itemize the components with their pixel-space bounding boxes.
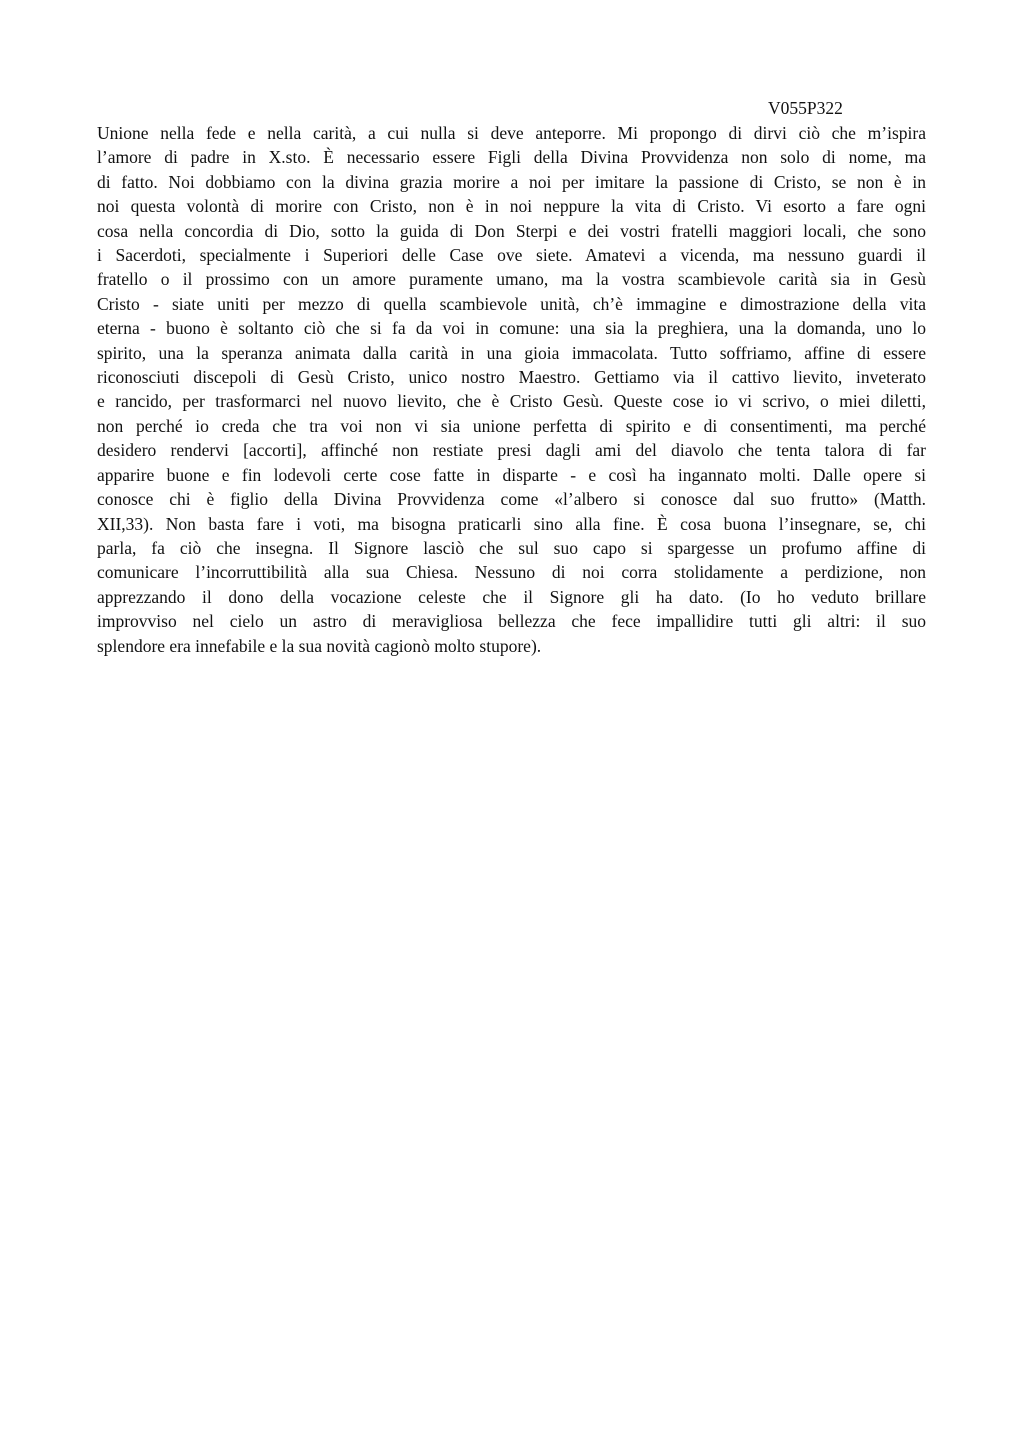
text-line: improvviso nel cielo un astro di meravigliosa bellezza che fece impallidire tutti gli altri: il suo (97, 611, 926, 632)
text-line: Cristo - siate uniti per mezzo di quella scambievole unità, ch’è immagine e dimostrazione della vita (97, 293, 926, 314)
text-line: eterna - buono è soltanto ciò che si fa da voi in comune: una sia la preghiera, una la domanda, uno lo (97, 318, 926, 339)
text-line: riconosciuti discepoli di Gesù Cristo, unico nostro Maestro. Gettiamo via il cattivo lievito, inveterato (97, 367, 926, 388)
text-line: di fatto. Noi dobbiamo con la divina grazia morire a noi per imitare la passione di Cristo, se non è in (97, 171, 926, 192)
text-line: non perché io creda che tra voi non vi sia unione perfetta di spirito e di consentimenti, ma perché (97, 415, 926, 436)
text-line: fratello o il prossimo con un amore puramente umano, ma la vostra scambievole carità sia in Gesù (97, 269, 926, 290)
text-line: l’amore di padre in X.sto. È necessario essere Figli della Divina Provvidenza non solo di nome, ma (97, 147, 926, 168)
text-line: conosce chi è figlio della Divina Provvidenza come «l’albero si conosce dal suo frutto» (Matth. (97, 489, 926, 510)
text-line: Unione nella fede e nella carità, a cui nulla si deve anteporre. Mi propongo di dirvi ciò che m’ispira (97, 123, 926, 143)
text-line: comunicare l’incorruttibilità alla sua Chiesa. Nessuno di noi corra stolidamente a perdizione, non (97, 562, 926, 583)
text-line: desidero rendervi [accorti], affinché non restiate presi dagli ami del diavolo che tenta talora di far (97, 440, 926, 461)
text-line: noi questa volontà di morire con Cristo, non è in noi neppure la vita di Cristo. Vi esorto a fare ogni (97, 196, 926, 217)
text-line: e rancido, per trasformarci nel nuovo lievito, che è Cristo Gesù. Queste cose io vi scrivo, o miei diletti, (97, 391, 926, 412)
text-line: apprezzando il dono della vocazione celeste che il Signore gli ha dato. (Io ho veduto brillare (97, 586, 926, 607)
text-line: cosa nella concordia di Dio, sotto la guida di Don Sterpi e dei vostri fratelli maggiori locali, che sono (97, 220, 926, 241)
text-line: parla, fa ciò che insegna. Il Signore lasciò che sul suo capo si spargesse un profumo affine di (97, 537, 926, 558)
text-line-last: splendore era innefabile e la sua novità cagionò molto stupore). (97, 635, 542, 656)
text-line: apparire buone e fin lodevoli certe cose fatte in disparte - e così ha ingannato molti. Dalle opere si (97, 464, 926, 485)
text-line: XII,33). Non basta fare i voti, ma bisogna praticarli sino alla fine. È cosa buona l’insegnare, se, chi (97, 513, 926, 534)
page-identifier: V055P322 (768, 98, 843, 118)
text-line: spirito, una la speranza animata dalla carità in una gioia immacolata. Tutto soffriamo, affine di essere (97, 342, 926, 363)
text-line: i Sacerdoti, specialmente i Superiori delle Case ove siete. Amatevi a vicenda, ma nessuno guardi il (97, 245, 926, 266)
body-paragraph (97, 121, 926, 658)
